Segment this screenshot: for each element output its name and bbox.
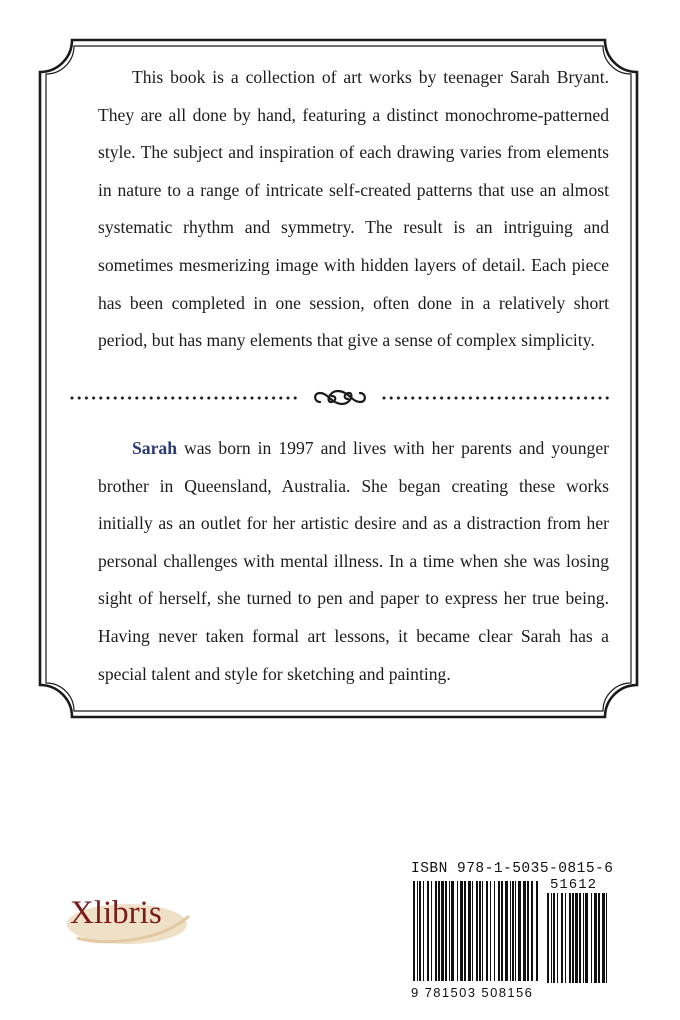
barcode-bar — [419, 881, 421, 981]
divider-dots-right — [383, 397, 609, 400]
divider-dot — [462, 397, 465, 400]
barcode-bar — [547, 893, 549, 983]
ornamental-divider — [70, 382, 610, 412]
divider-dot — [236, 397, 239, 400]
divider-dot — [527, 397, 530, 400]
divider-dot — [512, 397, 515, 400]
flourish-icon — [315, 391, 365, 404]
barcode-bar — [579, 893, 581, 983]
divider-dot — [222, 397, 225, 400]
barcode-bar — [583, 893, 584, 983]
divider-dot — [570, 397, 573, 400]
divider-dot — [505, 397, 508, 400]
author-name: Sarah — [132, 438, 177, 458]
barcode-bar — [505, 881, 508, 981]
divider-dot — [186, 397, 189, 400]
divider-dot — [498, 397, 501, 400]
isbn-label: ISBN 978-1-5035-0815-6 — [411, 861, 614, 877]
barcode-bar — [438, 881, 440, 981]
divider-dot — [294, 397, 297, 400]
description-paragraph — [98, 59, 609, 360]
barcode-bar — [435, 881, 437, 981]
barcode-bar — [518, 881, 521, 981]
divider-dot — [397, 397, 400, 400]
barcode-bar — [553, 893, 555, 983]
barcode-bar — [557, 893, 558, 983]
divider-dot — [171, 397, 174, 400]
divider-dot — [128, 397, 131, 400]
divider-dot — [555, 397, 558, 400]
barcode-bar — [598, 893, 600, 983]
description-text: This book is a collection of art works by teenager Sarah Bryant. They are all done by hand, featuring a distinct monochrome-patterned style. The subject and inspiration of each drawing varies from elements in nature to a range of intricate self-created patterns that use an almost systematic rhythm and symmetry. The result is an intriguing and sometimes mesmerizing image with hidden layers of detail. Each piece has been completed in one session, often done in a relatively short period, but has many elements that give a sense of complex simplicity. — [98, 67, 609, 351]
divider-dot — [433, 397, 436, 400]
divider-dot — [78, 397, 81, 400]
divider-dot — [599, 397, 602, 400]
divider-dot — [383, 397, 386, 400]
divider-dot — [534, 397, 537, 400]
barcode-bar — [602, 893, 605, 983]
barcode-bar — [569, 893, 571, 983]
barcode-bar — [486, 881, 488, 981]
divider-dot — [193, 397, 196, 400]
divider-dot — [541, 397, 544, 400]
price-code: 51612 — [550, 877, 598, 893]
divider-dot — [121, 397, 124, 400]
barcode-bar — [531, 881, 533, 981]
barcode-bar — [575, 893, 578, 983]
barcode-bar — [445, 881, 447, 981]
barcode-bar — [523, 881, 526, 981]
divider-dot — [243, 397, 246, 400]
barcode-bar — [472, 881, 473, 981]
divider-dot — [114, 397, 117, 400]
barcode-bar — [479, 881, 481, 981]
barcode-bar — [501, 881, 503, 981]
barcode-bar — [490, 881, 491, 981]
divider-dot — [577, 397, 580, 400]
divider-dot — [279, 397, 282, 400]
barcode-bar — [585, 893, 588, 983]
divider-dot — [229, 397, 232, 400]
divider-dot — [390, 397, 393, 400]
barcode-bar — [498, 881, 500, 981]
divider-dot — [92, 397, 95, 400]
barcode-bar — [572, 893, 574, 983]
barcode-bar — [423, 881, 424, 981]
divider-dot — [272, 397, 275, 400]
divider-dot — [606, 397, 609, 400]
divider-dot — [287, 397, 290, 400]
divider-dot — [251, 397, 254, 400]
barcode-bar — [594, 893, 597, 983]
divider-dot — [419, 397, 422, 400]
barcode-bar — [417, 881, 418, 981]
barcode-bar — [476, 881, 478, 981]
barcode-bar — [457, 881, 458, 981]
divider-dot — [85, 397, 88, 400]
divider-dot — [447, 397, 450, 400]
barcode-bar — [468, 881, 471, 981]
barcode — [405, 879, 611, 985]
barcode-bar — [606, 893, 607, 983]
divider-dot — [476, 397, 479, 400]
barcode-bar — [536, 881, 538, 981]
divider-dot — [440, 397, 443, 400]
barcode-bar — [460, 881, 463, 981]
barcode-bar — [451, 881, 454, 981]
divider-dot — [591, 397, 594, 400]
divider-dot — [584, 397, 587, 400]
divider-dot — [135, 397, 138, 400]
barcode-bar — [565, 893, 566, 983]
barcode-bar — [515, 881, 516, 981]
divider-dot — [150, 397, 153, 400]
barcode-bar — [449, 881, 450, 981]
barcode-bar — [561, 893, 563, 983]
biography-text: was born in 1997 and lives with her parents and younger brother in Queensland, Australia. She began creating these works initially as an outlet for her artistic desire and as a distraction from her personal challenges with mental illness. In a time when she was losing sight of herself, she turned to pen and paper to express her true being. Having never taken formal art lessons, it became clear Sarah has a special talent and style for sketching and painting. — [98, 438, 609, 684]
barcode-bar — [551, 893, 552, 983]
barcode-bar — [441, 881, 444, 981]
divider-dot — [469, 397, 472, 400]
divider-dot — [491, 397, 494, 400]
divider-dot — [107, 397, 110, 400]
barcode-bar — [482, 881, 483, 981]
divider-dot — [143, 397, 146, 400]
barcode-bar — [427, 881, 429, 981]
divider-dot — [563, 397, 566, 400]
divider-dot — [411, 397, 414, 400]
barcode-bar — [413, 881, 415, 981]
barcode-bar — [494, 881, 495, 981]
publisher-logo-text: Xlibris — [70, 895, 162, 931]
divider-dot — [71, 397, 74, 400]
divider-dot — [548, 397, 551, 400]
divider-dot — [258, 397, 261, 400]
barcode-bar — [527, 881, 529, 981]
divider-dot — [200, 397, 203, 400]
divider-dot — [404, 397, 407, 400]
barcode-number: 9 781503 508156 — [411, 985, 534, 1000]
divider-dot — [483, 397, 486, 400]
divider-dot — [519, 397, 522, 400]
divider-dot — [179, 397, 182, 400]
divider-dot — [99, 397, 102, 400]
divider-dot — [157, 397, 160, 400]
divider-dot — [215, 397, 218, 400]
divider-dots-left — [71, 397, 297, 400]
divider-dot — [265, 397, 268, 400]
barcode-bar — [464, 881, 466, 981]
biography-paragraph — [98, 430, 609, 693]
barcode-bar — [510, 881, 511, 981]
barcode-bar — [431, 881, 432, 981]
barcode-bar — [591, 893, 592, 983]
divider-dot — [455, 397, 458, 400]
divider-dot — [426, 397, 429, 400]
barcode-bar — [512, 881, 514, 981]
divider-dot — [164, 397, 167, 400]
divider-dot — [207, 397, 210, 400]
